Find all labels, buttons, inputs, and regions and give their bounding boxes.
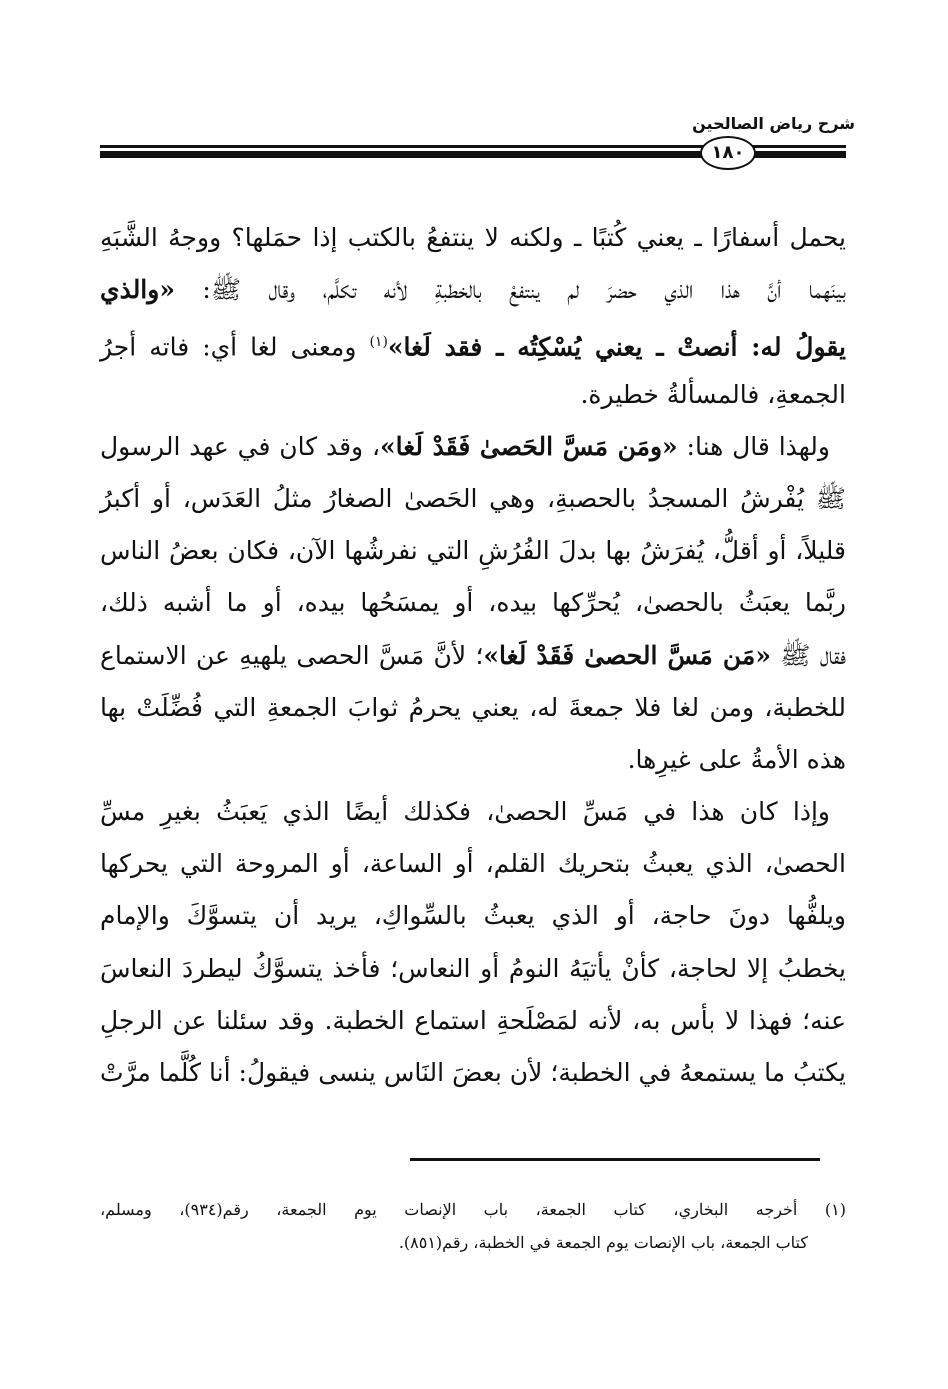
page-number: ١٨٠ [700,136,756,170]
text-segment: يحمل أسفارًا ـ يعني كُتبًا ـ ولكنه لا ينتفعُ بالكتب إذا حمَلها؟ ووجهُ الشَّبَهِ [100,223,846,252]
text-line [100,789,846,841]
text-line [100,946,846,998]
text-segment: ومعنى لغا أي: فاته أجرُ [100,332,370,362]
text-line [100,633,846,685]
text-segment: عنه؛ فهذا لا بأس به، لأنه لمَصْلَحةِ استماع الخطبة. وقد سئلنا عن الرجلِ [100,1005,846,1035]
footnote-line: كتاب الجمعة، باب الإنصات يوم الجمعة في الخطبة، رقم(٨٥١). [398,1233,808,1252]
text-segment: بينَهما أنَّ هذا الذي حضرَ لم ينتفعْ بالخطبةِ لأنه تكلَّم، وقال ﷺ: [174,275,846,305]
text-segment: ؛ لأنَّ مَسَّ الحصى يلهيهِ عن الاستماع [100,640,484,670]
text-line [100,737,846,789]
text-segment: فقال ﷺ [770,640,846,670]
hadith-quote: «والذي [100,275,175,305]
text-segment: وإذا كان هذا في مَسِّ الحصىٰ، فكذلك أيضًا الذي يَعبَثُ بغيرِ مسِّ [100,797,830,827]
text-line [100,476,846,528]
text-line [100,267,846,319]
text-line [100,685,846,737]
text-segment: ربَّما يعبَثُ بالحصىٰ، يُحرِّكها بيده، أو يمسَحُها بيده، أو ما أشبه ذلك، [100,588,846,618]
text-segment: الجمعةِ، فالمسألةُ خطيرة. [580,379,846,409]
text-line [100,372,846,424]
footnotes [100,1193,846,1259]
text-line [100,893,846,945]
footnote-separator [410,1158,820,1161]
text-segment: للخطبة، ومن لغا فلا جمعةَ له، يعني يحرمُ ثوابَ الجمعةِ التي فُضِّلَتْ بها [100,692,846,722]
text-segment: هذه الأمةُ على غيرِها. [627,744,846,774]
hadith-quote: «مَن مَسَّ الحصىٰ فَقَدْ لَغا» [483,640,771,670]
running-header-book-title: شرح رياض الصالحين [692,114,855,133]
text-line [100,528,846,580]
text-line [100,424,846,476]
text-line [100,319,846,371]
text-line [100,580,846,632]
text-segment: يخطبُ إلا لحاجة، كأنْ يأتيَهُ النومُ أو النعاس؛ فأخذ يتسوَّكُ ليطردَ النعاسَ [100,953,846,983]
text-segment: ، وقد كان في عهد الرسول [100,431,381,461]
text-line [100,998,846,1050]
hadith-quote: «ومَن مَسَّ الحَصىٰ فَقَدْ لَغا» [380,431,678,461]
text-segment: ولهذا قال هنا: [677,431,830,461]
footnote-ref: (١) [369,334,388,351]
text-segment: ﷺ يُفْرشُ المسجدُ بالحصبةِ، وهي الحَصىٰ الصغارُ مثلُ العَدَس، أو أكبرُ [100,483,846,513]
text-segment: قليلاً، أو أقلُّ، يُفرَشُ بها بدلَ الفُرُشِ التي نفرشُها الآن، فكان بعضُ الناس [100,536,846,566]
text-line [100,215,846,267]
text-segment: يكتبُ ما يستمعهُ في الخطبة؛ لأن بعضَ النَاس ينسى فيقولُ: أنا كُلَّما مرَّتْ [100,1058,846,1087]
hadith-quote: يقولُ له: أنصتْ ـ يعني يُسْكِتُه ـ فقد لَغا» [387,332,846,362]
text-segment: الحصىٰ، الذي يعبثُ بتحريك القلم، أو الساعة، أو المروحة التي يحركها [100,849,846,879]
footnote-line: (١) أخرجه البخاري، كتاب الجمعة، باب الإنصات يوم الجمعة، رقم(٩٣٤)، ومسلم، [100,1200,847,1219]
text-line [100,1050,846,1102]
main-text [100,215,846,1102]
text-line [100,841,846,893]
text-segment: ويلفُّها دونَ حاجة، أو الذي يعبثُ بالسِّواكِ، يريد أن يتسوَّكَ والإمام [100,901,846,931]
